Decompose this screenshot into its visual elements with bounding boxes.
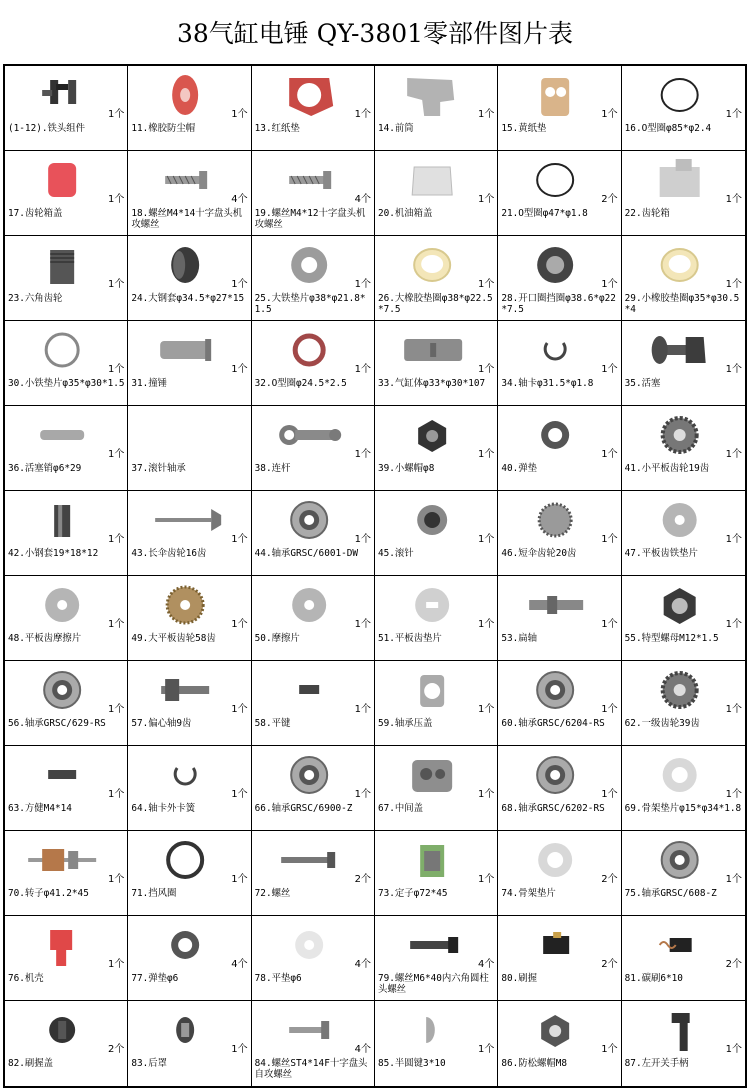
part-cell — [5, 576, 128, 661]
part-quantity: 1个 — [107, 194, 125, 205]
part-cell — [5, 151, 128, 236]
gearbox-icon — [628, 155, 731, 205]
part-cell — [622, 661, 745, 746]
part-quantity: 1个 — [477, 449, 495, 460]
bevel-gear-icon — [504, 495, 606, 545]
part-name: 34.轴卡φ31.5*φ1.8 — [501, 378, 594, 389]
part-name: 86.防松螺帽M8 — [501, 1058, 568, 1069]
part-name: 26.大橡胶垫圈φ38*φ22.5*7.5 — [378, 293, 493, 315]
part-cell — [128, 916, 251, 1001]
flat-key-icon — [258, 665, 360, 715]
part-name: 22.齿轮箱 — [624, 208, 670, 219]
part-cell — [252, 831, 375, 916]
flat-washer-white-icon — [258, 920, 360, 970]
part-quantity: 1个 — [354, 619, 371, 630]
part-name: 49.大平板齿轮58齿 — [131, 633, 216, 644]
part-name: 47.平板齿铁垫片 — [624, 548, 698, 559]
bearing-icon — [258, 750, 360, 800]
part-quantity: 1个 — [477, 364, 495, 375]
part-cell — [498, 1001, 621, 1086]
part-quantity: 1个 — [725, 534, 742, 545]
part-name: 70.转子φ41.2*45 — [8, 888, 89, 899]
part-cell — [622, 491, 745, 576]
screw-icon — [258, 155, 360, 205]
part-name: 11.橡胶防尘帽 — [131, 123, 196, 134]
part-name: 13.红纸垫 — [254, 123, 300, 134]
thin-ring-icon — [11, 325, 113, 375]
part-name: 14.前筒 — [378, 123, 414, 134]
part-cell — [622, 916, 745, 1001]
part-name: 51.平板齿垫片 — [378, 633, 442, 644]
wind-ring-icon — [134, 835, 236, 885]
page-title: 38气缸电锤 QY-3801零部件图片表 — [176, 19, 574, 48]
part-name: 78.平垫φ6 — [254, 973, 302, 984]
part-cell — [375, 661, 498, 746]
part-quantity: 1个 — [725, 789, 742, 800]
housing-icon — [11, 920, 113, 970]
cylinder-icon — [381, 325, 483, 375]
part-quantity: 1个 — [231, 534, 248, 545]
screw-icon — [134, 155, 236, 205]
part-quantity: 1个 — [231, 619, 248, 630]
gear-icon — [628, 410, 731, 460]
part-name: 71.挡风圈 — [131, 888, 177, 899]
rear-cover-icon — [134, 1005, 236, 1055]
part-quantity: 1个 — [107, 874, 125, 885]
red-o-ring-icon — [258, 325, 360, 375]
part-name: 75.轴承GRSC/608-Z — [624, 888, 717, 899]
part-name: 56.轴承GRSC/629-RS — [8, 718, 106, 729]
part-quantity: 1个 — [354, 279, 371, 290]
part-quantity: 1个 — [477, 279, 495, 290]
flat-shaft-icon — [504, 580, 606, 630]
part-cell — [252, 916, 375, 1001]
part-quantity: 2个 — [107, 1044, 125, 1055]
part-cell — [128, 831, 251, 916]
part-cell — [622, 236, 745, 321]
part-cell — [252, 661, 375, 746]
part-quantity: 1个 — [107, 364, 125, 375]
part-quantity: 1个 — [107, 279, 125, 290]
part-cell — [375, 916, 498, 1001]
part-cell — [498, 831, 621, 916]
part-name: 29.小橡胶垫圈φ35*φ30.5*4 — [624, 293, 740, 315]
part-name: 87.左开关手柄 — [624, 1058, 689, 1069]
part-quantity: 1个 — [107, 109, 125, 120]
part-quantity: 1个 — [231, 279, 248, 290]
part-quantity: 1个 — [231, 789, 248, 800]
rubber-ring-icon — [381, 240, 483, 290]
part-cell — [128, 661, 251, 746]
part-cell — [498, 661, 621, 746]
part-name: 45.滚针 — [378, 548, 414, 559]
part-quantity: 1个 — [477, 789, 495, 800]
left-handle-icon — [628, 1005, 731, 1055]
part-quantity: 1个 — [107, 534, 125, 545]
part-cell — [5, 661, 128, 746]
bearing-icon — [11, 665, 113, 715]
part-quantity: 1个 — [601, 279, 618, 290]
tapping-screw-icon — [258, 1005, 360, 1055]
part-name: 79.螺丝M6*40内六角圆柱头螺丝 — [378, 973, 489, 995]
part-name: 84.螺丝ST4*14F十字盘头自攻螺丝 — [254, 1058, 368, 1080]
part-name: 21.O型圈φ47*φ1.8 — [501, 208, 588, 219]
part-cell — [128, 321, 251, 406]
part-quantity: 2个 — [354, 874, 371, 885]
brush-holder-icon — [504, 920, 606, 970]
pin-icon — [11, 410, 113, 460]
part-quantity: 1个 — [107, 619, 125, 630]
part-name: 28.开口圈挡圈φ38.6*φ22*7.5 — [501, 293, 616, 315]
part-cell — [5, 236, 128, 321]
part-cell — [622, 831, 745, 916]
half-round-key-icon — [381, 1005, 483, 1055]
part-quantity: 4个 — [231, 959, 248, 970]
part-quantity: 1个 — [725, 109, 742, 120]
part-cell — [375, 1001, 498, 1086]
gear-icon — [628, 665, 731, 715]
part-quantity: 1个 — [725, 704, 742, 715]
part-name: 24.大钢套φ34.5*φ27*15 — [131, 293, 245, 304]
part-quantity: 4个 — [354, 959, 371, 970]
skeleton-washer-icon — [628, 750, 731, 800]
part-quantity: 1个 — [601, 789, 618, 800]
bearing-icon — [504, 665, 606, 715]
part-quantity: 1个 — [601, 364, 618, 375]
flat-washer-icon — [628, 495, 731, 545]
part-name: 36.活塞销φ6*29 — [8, 463, 82, 474]
part-name: 80.刷握 — [501, 973, 538, 984]
hex-nut-icon — [628, 580, 731, 630]
part-name: 66.轴承GRSC/6900-Z — [254, 803, 353, 814]
part-quantity: 1个 — [477, 194, 495, 205]
part-cell — [128, 406, 251, 491]
part-quantity: 1个 — [725, 279, 742, 290]
part-name: 18.螺丝M4*14十字盘头机攻螺丝 — [131, 208, 243, 230]
gearbox-cover-icon — [11, 155, 113, 205]
part-name: 76.机壳 — [8, 973, 44, 984]
part-quantity: 2个 — [601, 874, 618, 885]
part-quantity: 1个 — [354, 789, 371, 800]
part-quantity: 1个 — [601, 534, 618, 545]
part-cell — [5, 1001, 128, 1086]
part-cell — [375, 236, 498, 321]
steel-sleeve-icon — [134, 240, 236, 290]
part-cell — [5, 831, 128, 916]
part-name: 43.长伞齿轮16齿 — [131, 548, 207, 559]
part-quantity: 4个 — [354, 194, 371, 205]
bearing-cover-icon — [381, 665, 483, 715]
part-cell — [5, 916, 128, 1001]
part-name: (1-12).铁头组件 — [8, 123, 86, 134]
part-cell — [5, 321, 128, 406]
part-name: 74.骨架垫片 — [501, 888, 556, 899]
part-quantity: 1个 — [107, 704, 125, 715]
part-cell — [128, 491, 251, 576]
part-quantity: 1个 — [601, 109, 618, 120]
part-name: 77.弹垫φ6 — [131, 973, 179, 984]
part-cell — [375, 576, 498, 661]
part-cell — [622, 321, 745, 406]
part-name: 17.齿轮箱盖 — [8, 208, 63, 219]
part-name: 35.活塞 — [624, 378, 661, 389]
part-name: 15.黄纸垫 — [501, 123, 547, 134]
needle-bearing-icon — [134, 410, 236, 460]
part-cell — [498, 321, 621, 406]
part-name: 39.小螺帽φ8 — [378, 463, 435, 474]
part-quantity: 1个 — [725, 619, 742, 630]
part-quantity: 1个 — [354, 534, 371, 545]
spring-washer-icon — [134, 920, 236, 970]
part-quantity: 1个 — [601, 1044, 618, 1055]
needle-roller-icon — [381, 495, 483, 545]
part-quantity: 1个 — [477, 109, 495, 120]
part-quantity: 1个 — [477, 619, 495, 630]
part-cell — [375, 746, 498, 831]
part-quantity: 2个 — [725, 959, 742, 970]
part-name: 44.轴承GRSC/6001-DW — [254, 548, 359, 559]
part-cell — [375, 151, 498, 236]
part-cell — [252, 1001, 375, 1086]
part-name: 69.骨架垫片φ15*φ34*1.8 — [624, 803, 742, 814]
part-cell — [252, 576, 375, 661]
bearing-icon — [628, 835, 731, 885]
hex-gear-icon — [11, 240, 113, 290]
carbon-brush-icon — [628, 920, 731, 970]
part-cell — [498, 151, 621, 236]
nut-icon — [381, 410, 483, 460]
oil-tank-cover-icon — [381, 155, 483, 205]
front-barrel-icon — [381, 70, 483, 120]
part-name: 57.偏心轴9齿 — [131, 718, 192, 729]
part-name: 60.轴承GRSC/6204-RS — [501, 718, 605, 729]
eccentric-shaft-icon — [134, 665, 236, 715]
part-quantity: 1个 — [477, 534, 495, 545]
part-quantity: 1个 — [107, 789, 125, 800]
part-name: 32.O型圈φ24.5*2.5 — [254, 378, 347, 389]
middle-cover-icon — [381, 750, 483, 800]
part-cell — [128, 746, 251, 831]
part-quantity: 1个 — [231, 704, 248, 715]
part-cell — [128, 576, 251, 661]
red-paper-gasket-icon — [258, 70, 360, 120]
part-cell — [622, 406, 745, 491]
part-cell — [622, 66, 745, 151]
part-name: 82.刷握盖 — [8, 1058, 54, 1069]
parts-table — [3, 64, 747, 1088]
part-name: 62.一级齿轮39齿 — [624, 718, 700, 729]
part-name: 55.特型螺母M12*1.5 — [624, 633, 719, 644]
part-cell — [498, 491, 621, 576]
iron-head-assembly-icon — [11, 70, 113, 120]
part-cell — [498, 406, 621, 491]
o-ring-icon — [504, 155, 606, 205]
part-name: 72.螺丝 — [254, 888, 291, 899]
part-name: 33.气缸体φ33*φ30*107 — [378, 378, 486, 389]
part-quantity: 1个 — [231, 874, 248, 885]
part-name: 42.小钢套19*18*12 — [8, 548, 99, 559]
part-quantity: 1个 — [354, 109, 371, 120]
part-name: 23.六角齿轮 — [8, 293, 63, 304]
part-cell — [622, 151, 745, 236]
brush-cap-icon — [11, 1005, 113, 1055]
part-name: 30.小铁垫片φ35*φ30*1.5 — [8, 378, 125, 389]
part-name: 25.大铁垫片φ38*φ21.8*1.5 — [254, 293, 366, 315]
part-quantity: 1个 — [107, 449, 125, 460]
part-name: 37.滚针轴承 — [131, 463, 186, 474]
part-cell — [128, 66, 251, 151]
striker-icon — [134, 325, 236, 375]
split-ring-icon — [504, 240, 606, 290]
bevel-shaft-icon — [134, 495, 236, 545]
part-quantity: 1个 — [601, 619, 618, 630]
part-quantity: 1个 — [354, 364, 371, 375]
part-cell — [375, 491, 498, 576]
part-cell — [622, 576, 745, 661]
o-ring-icon — [628, 70, 731, 120]
part-cell — [375, 406, 498, 491]
part-cell — [252, 491, 375, 576]
part-name: 83.后罩 — [131, 1058, 168, 1069]
part-name: 20.机油箱盖 — [378, 208, 433, 219]
part-quantity: 1个 — [231, 364, 248, 375]
part-cell — [5, 746, 128, 831]
part-quantity: 1个 — [477, 704, 495, 715]
part-cell — [498, 576, 621, 661]
part-cell — [5, 66, 128, 151]
part-quantity: 1个 — [107, 959, 125, 970]
part-cell — [375, 321, 498, 406]
part-quantity: 1个 — [231, 109, 248, 120]
stator-icon — [381, 835, 483, 885]
connecting-rod-icon — [258, 410, 360, 460]
long-screw-icon — [258, 835, 360, 885]
small-sleeve-icon — [11, 495, 113, 545]
part-name: 67.中间盖 — [378, 803, 424, 814]
flat-washer-icon — [11, 580, 113, 630]
part-quantity: 1个 — [354, 449, 371, 460]
part-cell — [498, 746, 621, 831]
part-name: 68.轴承GRSC/6202-RS — [501, 803, 605, 814]
circlip-icon — [504, 325, 606, 375]
part-name: 81.碳刷6*10 — [624, 973, 683, 984]
part-quantity: 1个 — [477, 874, 495, 885]
part-quantity: 1个 — [725, 1044, 742, 1055]
part-quantity: 1个 — [477, 1044, 495, 1055]
lock-nut-icon — [504, 1005, 606, 1055]
part-quantity: 1个 — [601, 449, 618, 460]
part-cell — [375, 66, 498, 151]
part-cell — [128, 1001, 251, 1086]
part-name: 58.平键 — [254, 718, 291, 729]
part-quantity: 1个 — [601, 704, 618, 715]
part-quantity: 1个 — [725, 194, 742, 205]
washer-icon — [258, 240, 360, 290]
spring-washer-icon — [504, 410, 606, 460]
flat-washer-icon — [258, 580, 360, 630]
big-gear-icon — [134, 580, 236, 630]
part-cell — [252, 746, 375, 831]
part-cell — [5, 491, 128, 576]
part-quantity: 2个 — [601, 959, 618, 970]
part-cell — [252, 66, 375, 151]
part-cell — [252, 236, 375, 321]
part-name: 85.半圆键3*10 — [378, 1058, 446, 1069]
part-quantity: 2个 — [601, 194, 618, 205]
part-cell — [252, 151, 375, 236]
part-cell — [498, 916, 621, 1001]
part-name: 31.撞锤 — [131, 378, 168, 389]
rubber-ring-icon — [628, 240, 731, 290]
part-name: 46.短伞齿轮20齿 — [501, 548, 577, 559]
slot-washer-icon — [381, 580, 483, 630]
rubber-dust-cap-icon — [134, 70, 236, 120]
skeleton-washer-icon — [504, 835, 606, 885]
part-quantity: 1个 — [725, 449, 742, 460]
part-cell — [252, 321, 375, 406]
part-name: 73.定子φ72*45 — [378, 888, 448, 899]
part-name: 53.扁轴 — [501, 633, 538, 644]
part-name: 40.弹垫 — [501, 463, 538, 474]
part-cell — [128, 236, 251, 321]
part-cell — [622, 1001, 745, 1086]
part-cell — [252, 406, 375, 491]
rotor-icon — [11, 835, 113, 885]
part-quantity: 1个 — [354, 704, 371, 715]
part-name: 41.小平板齿轮19齿 — [624, 463, 710, 474]
part-quantity: 4个 — [477, 959, 495, 970]
part-quantity: 1个 — [725, 364, 742, 375]
square-key-icon — [11, 750, 113, 800]
part-name: 48.平板齿摩擦片 — [8, 633, 82, 644]
part-name: 38.连杆 — [254, 463, 291, 474]
part-cell — [498, 66, 621, 151]
bearing-icon — [504, 750, 606, 800]
part-cell — [498, 236, 621, 321]
part-name: 59.轴承压盖 — [378, 718, 433, 729]
part-cell — [128, 151, 251, 236]
part-quantity: 4个 — [231, 194, 248, 205]
bearing-icon — [258, 495, 360, 545]
part-name: 64.轴卡外卡簧 — [131, 803, 196, 814]
part-name: 16.O型圈φ85*φ2.4 — [624, 123, 712, 134]
part-quantity: 4个 — [354, 1044, 371, 1055]
part-name: 19.螺丝M4*12十字盘头机攻螺丝 — [254, 208, 366, 230]
yellow-paper-gasket-icon — [504, 70, 606, 120]
part-cell — [5, 406, 128, 491]
circlip-icon — [134, 750, 236, 800]
piston-icon — [628, 325, 731, 375]
part-quantity: 1个 — [231, 1044, 248, 1055]
part-name: 63.方健M4*14 — [8, 803, 72, 814]
part-name: 50.摩擦片 — [254, 633, 300, 644]
part-quantity: 1个 — [725, 874, 742, 885]
socket-screw-icon — [381, 920, 483, 970]
part-cell — [622, 746, 745, 831]
part-cell — [375, 831, 498, 916]
